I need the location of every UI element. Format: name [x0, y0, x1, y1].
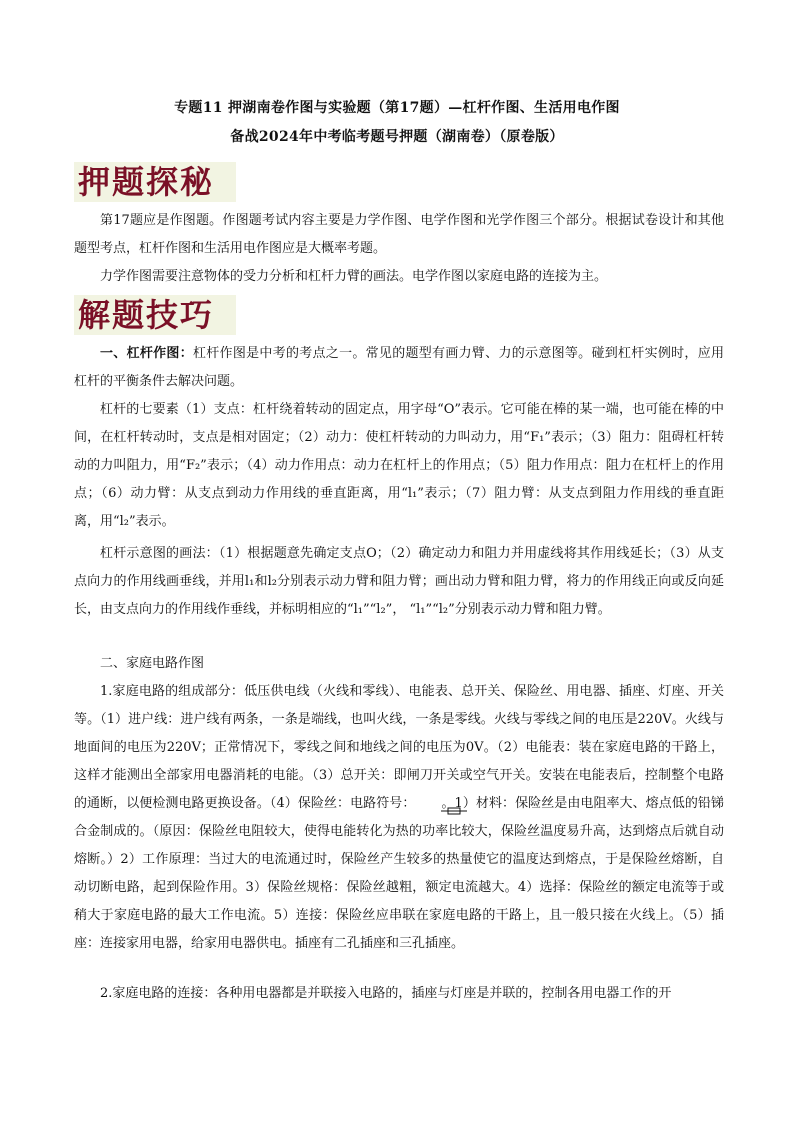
lever-elements-paragraph: 杠杆的七要素（1）支点：杠杆绕着转动的固定点，用字母“O”表示。它可能在棒的某一端，也可能在棒的中间，在杠杆转动时，支点是相对固定；（2）动力：使杠杆转动的力叫动力，用“F₁”表示；（3）阻力：阻碍杠杆转动的力叫阻力，用“F₂”表示；（4）动力作用点：动力在杠杆上的作用点；（5）阻力作用点：阻力在杠杆上的作用点；（6）动力臂：从支点到动力作用线的垂直距离，用“l₁”表示；（7）阻力臂：从支点到阻力作用线的垂直距离，用“l₂”表示。: [74, 402, 724, 529]
title-line-1: 专题11 押湖南卷作图与实验题（第17题）—杠杆作图、生活用电作图: [174, 100, 620, 116]
circuit-paragraph-2: 2.家庭电路的连接：各种用电器都是并联接入电路的，插座与灯座是并联的，控制各用电器工作的开: [100, 986, 672, 1001]
title-line-2: 备战2024年中考临考题号押题（湖南卷）（原卷版）: [230, 129, 564, 145]
lever-heading: 一、杠杆作图：: [100, 346, 193, 361]
circuit-heading: 二、家庭电路作图: [100, 656, 205, 671]
intro-paragraph-1: 第17题应是作图题。作图题考试内容主要是力学作图、电学作图和光学作图三个部分。根据试卷设计和其他题型考点，杠杆作图和生活用电作图应是大概率考题。: [74, 213, 724, 256]
circuit-text-part-1: 1.家庭电路的组成部分：低压供电线（火线和零线）、电能表、总开关、保险丝、用电器、插座、灯座、开关等。（1）进户线：进户线有两条，一条是端线，也叫火线，一条是零线。火线与零线之间的电压是220V。火线与地面间的电压为220V；正常情况下，零线之间和地线之间的电压为0V。（2）电能表：装在家庭电路的干路上，这样才能测出全部家用电器消耗的电能。（3）总开关：即闸刀开关或空气开关。安装在电能表后，控制整个电路的通断，以便检测电路更换设备。（4）保险丝：电路符号：: [74, 684, 724, 811]
lever-method-paragraph: 杠杆示意图的画法：（1）根据题意先确定支点O；（2）确定动力和阻力并用虚线将其作用线延长；（3）从支点向力的作用线画垂线，并用l₁和l₂分别表示动力臂和阻力臂；画出动力臂和阻力臂，将力的作用线正向或反向延长，由支点向力的作用线作垂线，并标明相应的“l₁”“l₂”， “l₁”“l₂”分别表示动力臂和阻力臂。: [74, 546, 724, 617]
section-banner-predict: 押题探秘: [74, 162, 236, 202]
fuse-symbol-icon: [415, 799, 441, 809]
intro-paragraph-2: 力学作图需要注意物体的受力分析和杠杆力臂的画法。电学作图以家庭电路的连接为主。: [100, 269, 608, 284]
circuit-paragraph-1: [74, 678, 724, 958]
lever-intro-text: 杠杆作图是中考的考点之一。常见的题型有画力臂、力的示意图等。碰到杠杆实例时，应用杠杆的平衡条件去解决问题。: [74, 346, 724, 389]
section-banner-skills: 解题技巧: [74, 295, 236, 335]
lever-intro-paragraph: [74, 340, 724, 396]
circuit-text-part-2: 。1）材料：保险丝是由电阻率大、熔点低的铅锑合金制成的。（原因：保险丝电阻较大，使得电能转化为热的功率比较大，保险丝温度易升高，达到熔点后就自动熔断。）2）工作原理：当过大的电流通过时，保险丝产生较多的热量使它的温度达到熔点，于是保险丝熔断，自动切断电路，起到保险作用。3）保险丝规格：保险丝越粗，额定电流越大。4）选择：保险丝的额定电流等于或稍大于家庭电路的最大工作电流。5）连接：保险丝应串联在家庭电路的干路上，且一般只接在火线上。（5）插座：连接家用电器，给家用电器供电。插座有二孔插座和三孔插座。: [74, 796, 724, 951]
